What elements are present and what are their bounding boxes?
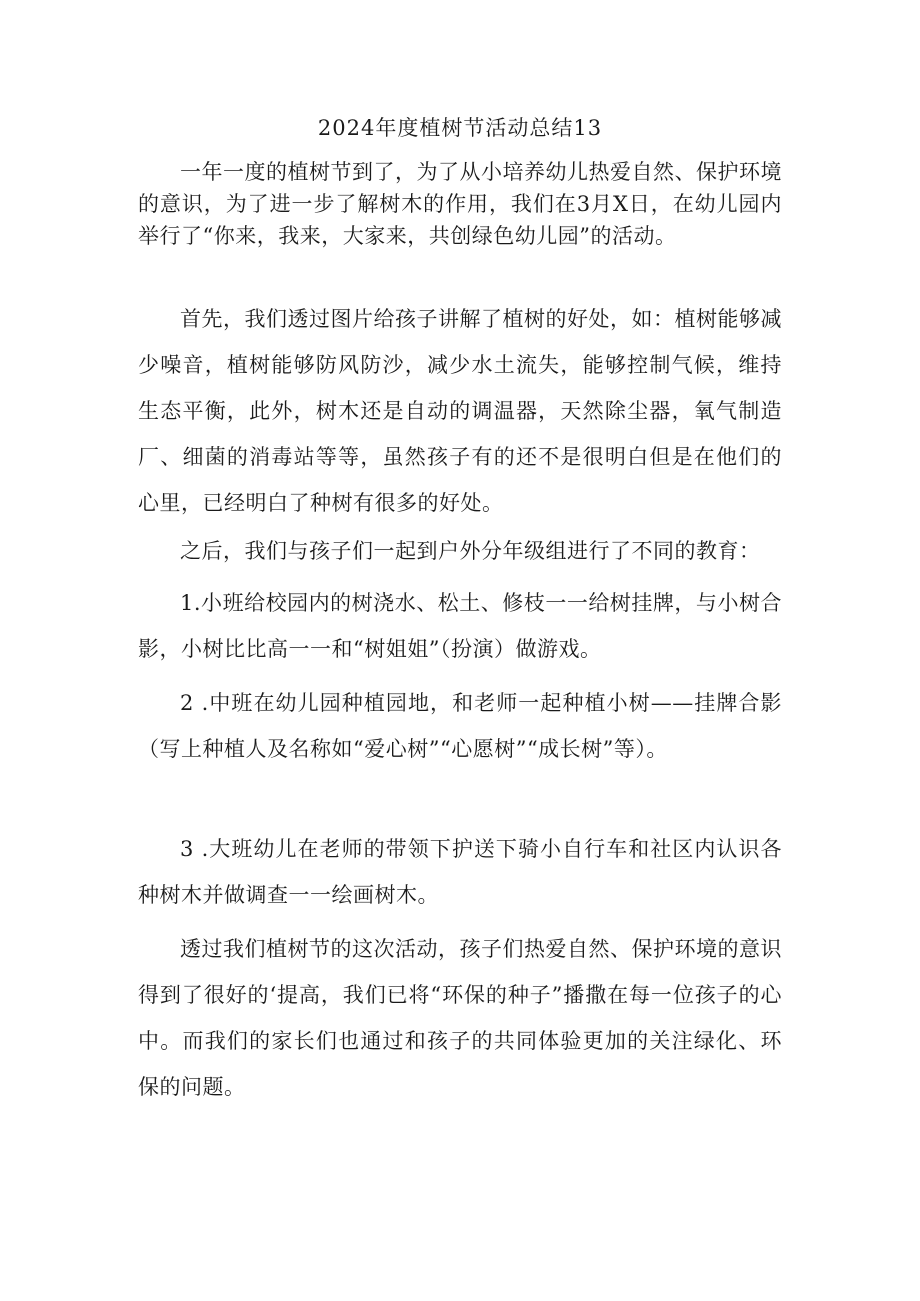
- paragraph-outdoor-education: 之后，我们与孩子们一起到户外分年级组进行了不同的教育：: [180, 539, 761, 563]
- paragraph-conclusion: 透过我们植树节的这次活动，孩子们热爱自然、保护环境的意识得到了很好的‘提高，我们已将“环保的种子”播撒在每一位孩子的心中。而我们的家长们也通过和孩子的共同体验更加的关注绿化、环保的问题。: [138, 937, 782, 1099]
- paragraph-intro: 一年一度的植树节到了，为了从小培养幼儿热爱自然、保护环境的意识，为了进一步了解树木的作用，我们在3月X日，在幼儿园内举行了“你来，我来，大家来，共创绿色幼儿园”的活动。: [138, 160, 782, 248]
- paragraph-big-class: 3 .大班幼儿在老师的带领下护送下骑小自行车和社区内认识各种树木并做调查一一绘画树木。: [138, 837, 782, 907]
- paragraph-benefits: 首先，我们透过图片给孩子讲解了植树的好处，如：植树能够减少噪音，植树能够防风防沙，减少水土流失，能够控制气候，维持生态平衡，此外，树木还是自动的调温器，天然除尘器，氧气制造厂、细菌的消毒站等等，虽然孩子有的还不是很明白但是在他们的心里，已经明白了种树有很多的好处。: [138, 307, 782, 515]
- paragraph-small-class: 1.小班给校园内的树浇水、松土、修枝一一给树挂牌，与小树合影，小树比比高一一和“树姐姐”（扮演）做游戏。: [138, 591, 782, 661]
- document-title: 2024年度植树节活动总结13: [317, 116, 603, 140]
- paragraph-middle-class: 2 .中班在幼儿园种植园地，和老师一起种植小树——挂牌合影（写上种植人及名称如“爱心树”“心愿树”“成长树”等）。: [138, 691, 782, 761]
